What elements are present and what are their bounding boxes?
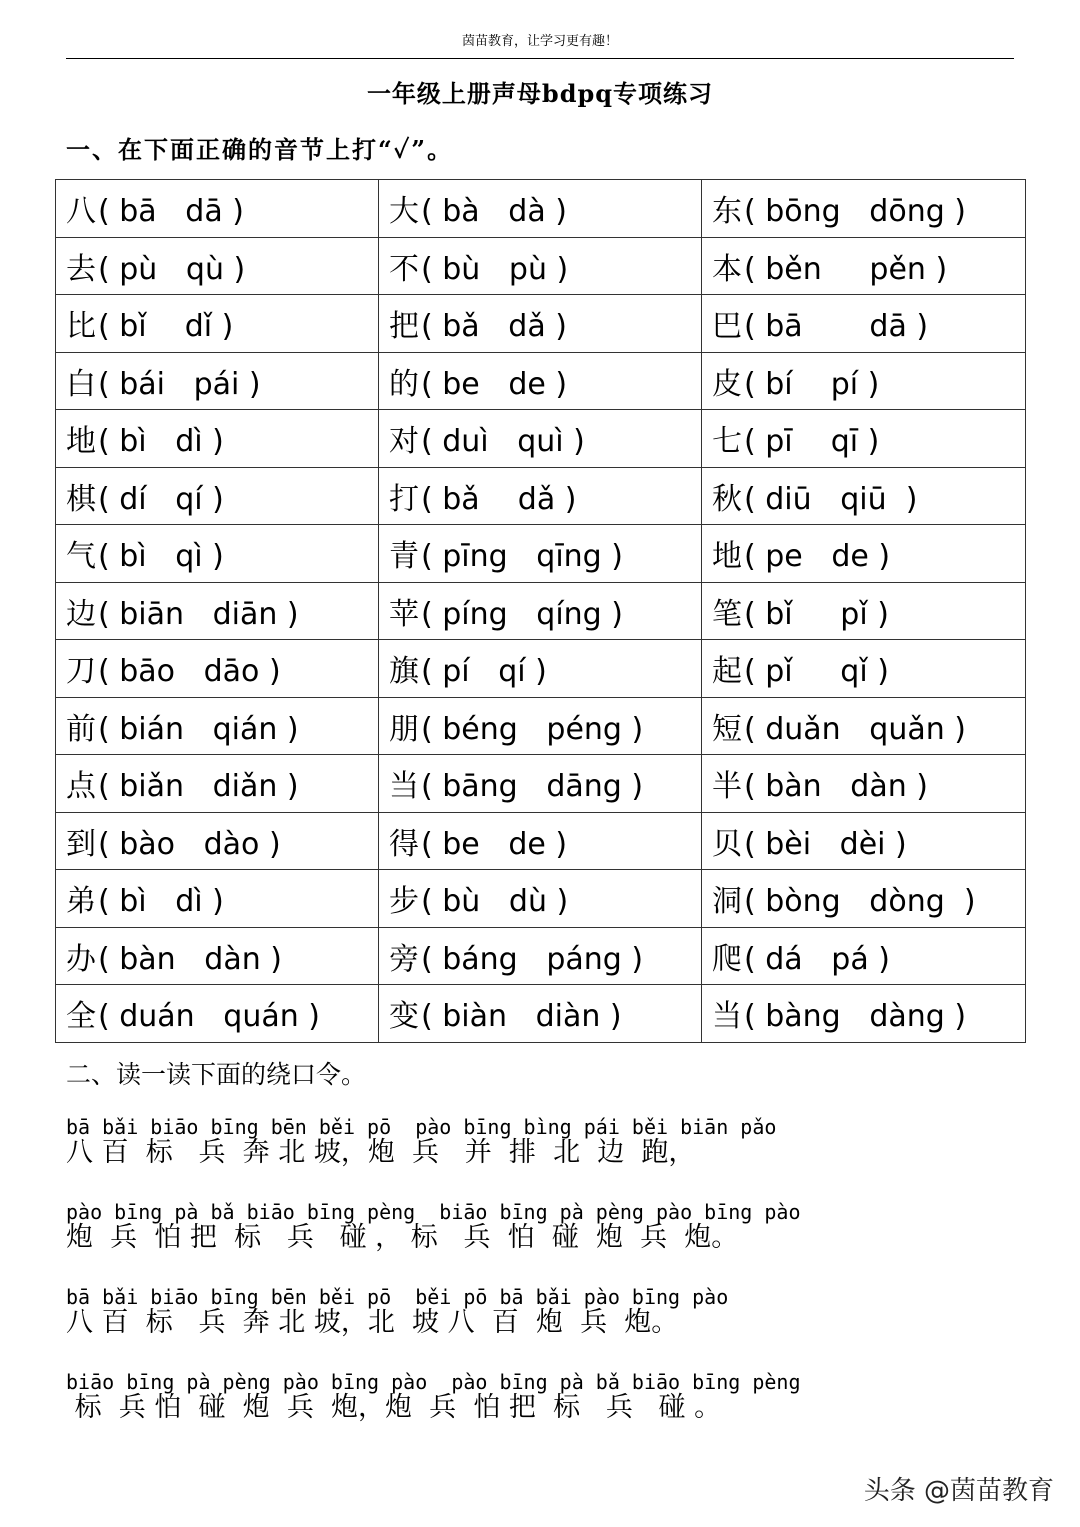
hanzi-character: 朋 [389, 711, 419, 747]
hanzi-character: 比 [66, 309, 96, 345]
exercise-cell[interactable] [702, 237, 1026, 295]
hanzi-character: 点 [66, 769, 96, 805]
hanzi-character: 气 [66, 539, 96, 575]
hanzi-character: 东 [712, 194, 742, 230]
tongue-twister-line-2 [66, 1200, 966, 1254]
pinyin-options[interactable]: ( bù pù ) [421, 251, 569, 287]
hanzi-character: 半 [712, 769, 742, 805]
hanzi-character: 八 [66, 194, 96, 230]
tongue-twister-line-3 [66, 1285, 966, 1339]
table-row [56, 180, 1026, 238]
pinyin-options[interactable]: ( bā dā ) [98, 194, 244, 230]
hanzi-character: 打 [389, 481, 419, 517]
pinyin-options[interactable]: ( bián qián ) [98, 711, 299, 747]
hanzi-character: 白 [66, 366, 96, 402]
exercise-cell[interactable] [56, 180, 379, 238]
verse-hanzi: 标 兵 怕 碰 炮 兵 炮，炮 兵 怕 把 标 兵 碰 。 [66, 1392, 722, 1423]
hanzi-character: 贝 [712, 826, 742, 862]
pinyin-options[interactable]: ( bào dào ) [98, 826, 281, 862]
exercise-cell[interactable] [379, 295, 702, 353]
pinyin-options[interactable]: ( bāng dāng ) [421, 769, 644, 805]
hanzi-character: 去 [66, 251, 96, 287]
hanzi-character: 巴 [712, 309, 742, 345]
exercise-cell[interactable] [56, 985, 379, 1043]
hanzi-character: 笔 [712, 596, 742, 632]
exercise-cell[interactable] [702, 582, 1026, 640]
exercise-cell[interactable] [56, 697, 379, 755]
pinyin-options[interactable]: ( duì quì ) [421, 424, 585, 460]
pinyin-options[interactable]: ( bā dā ) [744, 309, 929, 345]
hanzi-character: 皮 [712, 366, 742, 402]
hanzi-character: 洞 [712, 884, 742, 920]
pinyin-options[interactable]: ( duǎn quǎn ) [744, 711, 966, 747]
pinyin-options[interactable]: ( bāo dāo ) [98, 654, 281, 690]
exercise-cell[interactable] [56, 755, 379, 813]
exercise-cell[interactable] [56, 582, 379, 640]
exercise-cell[interactable] [56, 525, 379, 583]
pinyin-options[interactable]: ( duán quán ) [98, 999, 320, 1035]
pinyin-options[interactable]: ( bí pí ) [744, 366, 880, 402]
exercise-cell[interactable] [379, 352, 702, 410]
pinyin-options[interactable]: ( pī qī ) [744, 424, 880, 460]
exercise-cell[interactable] [702, 870, 1026, 928]
exercise-cell[interactable] [702, 697, 1026, 755]
pinyin-options[interactable]: ( bì dì ) [98, 424, 224, 460]
verse-pinyin: bā bǎi biāo bīng bēn běi pō pào bīng bìng pái běi biān pǎo [66, 1115, 777, 1139]
hanzi-character: 地 [712, 539, 742, 575]
exercise-cell[interactable] [702, 755, 1026, 813]
hanzi-character: 起 [712, 654, 742, 690]
exercise-cell[interactable] [379, 927, 702, 985]
hanzi-character: 把 [389, 309, 419, 345]
exercise-cell[interactable] [379, 237, 702, 295]
hanzi-character: 爬 [712, 941, 742, 977]
table-row [56, 525, 1026, 583]
section2-heading: 二、读一读下面的绕口令。 [66, 1060, 367, 1089]
hanzi-character: 苹 [389, 596, 419, 632]
pinyin-options[interactable]: ( bà dà ) [421, 194, 567, 230]
tongue-twister-line-4 [66, 1370, 966, 1424]
pinyin-options[interactable]: ( pǐ qǐ ) [744, 654, 889, 690]
pinyin-options[interactable]: ( bǐ dǐ ) [98, 309, 234, 345]
verse-pinyin: pào bīng pà bǎ biāo bīng pèng biāo bīng pà pèng pào bīng pào [66, 1200, 801, 1224]
exercise-cell[interactable] [702, 985, 1026, 1043]
pinyin-options[interactable]: ( dá pá ) [744, 941, 890, 977]
hanzi-character: 前 [66, 711, 96, 747]
exercise-cell[interactable] [56, 640, 379, 698]
pinyin-options[interactable]: ( píng qíng ) [421, 596, 623, 632]
exercise-cell[interactable] [702, 467, 1026, 525]
table-row [56, 582, 1026, 640]
hanzi-character: 边 [66, 596, 96, 632]
pinyin-options[interactable]: ( biān diān ) [98, 596, 299, 632]
exercise-cell[interactable] [379, 180, 702, 238]
hanzi-character: 秋 [712, 481, 742, 517]
hanzi-character: 棋 [66, 481, 96, 517]
pinyin-options[interactable]: ( pù qù ) [98, 251, 246, 287]
table-row [56, 467, 1026, 525]
table-row [56, 697, 1026, 755]
table-row [56, 352, 1026, 410]
exercise-cell[interactable] [56, 237, 379, 295]
verse-hanzi: 八 百 标 兵 奔 北 坡，北 坡 八 百 炮 兵 炮。 [66, 1307, 679, 1338]
pinyin-options[interactable]: ( bòng dòng ) [744, 884, 976, 920]
hanzi-character: 对 [389, 424, 419, 460]
pinyin-options[interactable]: ( bōng dōng ) [744, 194, 966, 230]
verse-hanzi: 炮 兵 怕 把 标 兵 碰 ， 标 兵 怕 碰 炮 兵 炮。 [66, 1222, 739, 1253]
hanzi-character: 得 [389, 826, 419, 862]
hanzi-character: 到 [66, 826, 96, 862]
pinyin-options[interactable]: ( be de ) [421, 366, 568, 402]
table-row [56, 237, 1026, 295]
pinyin-options[interactable]: ( béng péng ) [421, 711, 644, 747]
hanzi-character: 当 [389, 769, 419, 805]
header-divider [66, 58, 1014, 59]
table-row [56, 295, 1026, 353]
pinyin-options[interactable]: ( pí qí ) [421, 654, 547, 690]
pinyin-options[interactable]: ( be de ) [421, 826, 568, 862]
tongue-twister-line-1 [66, 1115, 966, 1169]
table-row [56, 927, 1026, 985]
pinyin-options[interactable]: ( bàn dàn ) [98, 941, 282, 977]
pinyin-options[interactable]: ( dí qí ) [98, 481, 224, 517]
exercise-cell[interactable] [56, 410, 379, 468]
exercise-cell[interactable] [379, 525, 702, 583]
exercise-cell[interactable] [702, 295, 1026, 353]
pinyin-options[interactable]: ( biǎn diǎn ) [98, 769, 299, 805]
hanzi-character: 当 [712, 999, 742, 1035]
exercise-cell[interactable] [702, 812, 1026, 870]
hanzi-character: 地 [66, 424, 96, 460]
hanzi-character: 不 [389, 251, 419, 287]
hanzi-character: 旗 [389, 654, 419, 690]
pinyin-options[interactable]: ( bèi dèi ) [744, 826, 907, 862]
hanzi-character: 大 [389, 194, 419, 230]
pinyin-options[interactable]: ( bì dì ) [98, 884, 224, 920]
exercise-cell[interactable] [56, 295, 379, 353]
exercise-table [55, 179, 1026, 1043]
hanzi-character: 七 [712, 424, 742, 460]
exercise-cell[interactable] [56, 870, 379, 928]
hanzi-character: 办 [66, 941, 96, 977]
hanzi-character: 弟 [66, 884, 96, 920]
pinyin-options[interactable]: ( diū qiū ) [744, 481, 918, 517]
verse-pinyin: biāo bīng pà pèng pào bīng pào pào bīng pà bǎ biāo bīng pèng [66, 1370, 801, 1394]
hanzi-character: 本 [712, 251, 742, 287]
section1-heading: 一、在下面正确的音节上打“✓”。 [66, 135, 454, 164]
exercise-cell[interactable] [702, 410, 1026, 468]
verse-pinyin: bā bǎi biāo bīng bēn běi pō běi pō bā bǎi pào bīng pào [66, 1285, 729, 1309]
exercise-cell[interactable] [702, 180, 1026, 238]
hanzi-character: 步 [389, 884, 419, 920]
pinyin-options[interactable]: ( bǎ dǎ ) [421, 309, 567, 345]
table-row [56, 985, 1026, 1043]
table-row [56, 870, 1026, 928]
verse-hanzi: 八 百 标 兵 奔 北 坡，炮 兵 并 排 北 边 跑， [66, 1137, 696, 1168]
pinyin-options[interactable]: ( bǐ pǐ ) [744, 596, 889, 632]
hanzi-character: 青 [389, 539, 419, 575]
exercise-cell[interactable] [379, 755, 702, 813]
exercise-cell[interactable] [379, 697, 702, 755]
header-banner: 茵苗教育，让学习更有趣！ [461, 34, 618, 49]
exercise-cell[interactable] [56, 352, 379, 410]
exercise-cell[interactable] [56, 467, 379, 525]
exercise-cell[interactable] [702, 640, 1026, 698]
hanzi-character: 的 [389, 366, 419, 402]
hanzi-character: 短 [712, 711, 742, 747]
page-title: 一年级上册声母bdpq专项练习 [366, 79, 714, 108]
exercise-cell[interactable] [702, 927, 1026, 985]
hanzi-character: 全 [66, 999, 96, 1035]
pinyin-options[interactable]: ( bù dù ) [421, 884, 569, 920]
table-row [56, 410, 1026, 468]
hanzi-character: 变 [389, 999, 419, 1035]
pinyin-options[interactable]: ( bǎ dǎ ) [421, 481, 577, 517]
pinyin-options[interactable]: ( běn pěn ) [744, 251, 948, 287]
exercise-cell[interactable] [379, 582, 702, 640]
watermark: 头条 @茵苗教育 [863, 1476, 1054, 1506]
table-row [56, 755, 1026, 813]
hanzi-character: 刀 [66, 654, 96, 690]
pinyin-options[interactable]: ( pīng qīng ) [421, 539, 623, 575]
exercise-cell[interactable] [379, 812, 702, 870]
table-row [56, 640, 1026, 698]
exercise-cell[interactable] [379, 985, 702, 1043]
exercise-cell[interactable] [379, 870, 702, 928]
exercise-cell[interactable] [702, 525, 1026, 583]
pinyin-options[interactable]: ( pe de ) [744, 539, 891, 575]
exercise-cell[interactable] [379, 410, 702, 468]
exercise-cell[interactable] [56, 927, 379, 985]
pinyin-options[interactable]: ( bàn dàn ) [744, 769, 928, 805]
exercise-cell[interactable] [379, 640, 702, 698]
pinyin-options[interactable]: ( bái pái ) [98, 366, 261, 402]
pinyin-options[interactable]: ( bì qì ) [98, 539, 224, 575]
exercise-cell[interactable] [379, 467, 702, 525]
table-row [56, 812, 1026, 870]
pinyin-options[interactable]: ( bàng dàng ) [744, 999, 967, 1035]
hanzi-character: 旁 [389, 941, 419, 977]
exercise-cell[interactable] [702, 352, 1026, 410]
exercise-cell[interactable] [56, 812, 379, 870]
pinyin-options[interactable]: ( biàn diàn ) [421, 999, 622, 1035]
pinyin-options[interactable]: ( báng páng ) [421, 941, 644, 977]
